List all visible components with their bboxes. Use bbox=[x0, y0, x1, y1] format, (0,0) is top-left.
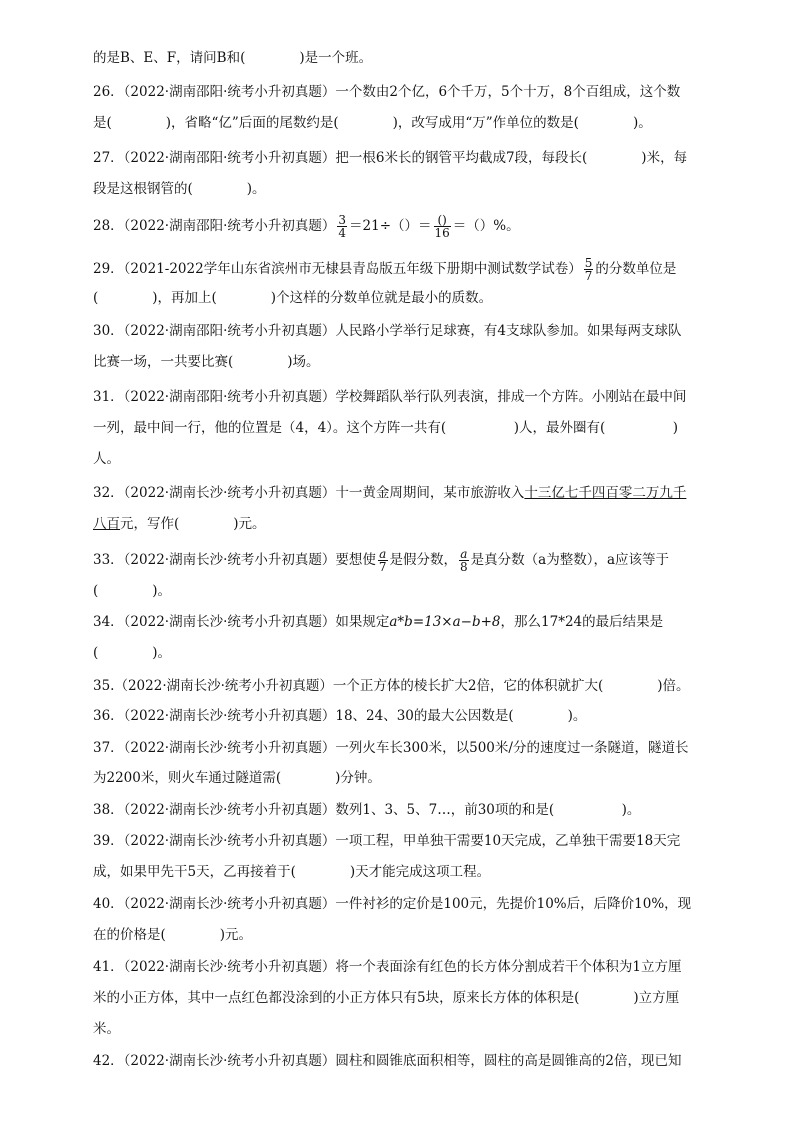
q32-underlined-amount-end: 八百 bbox=[93, 516, 120, 532]
q32-suffix: 元，写作( )元。 bbox=[120, 516, 266, 532]
q32-line1 bbox=[93, 482, 703, 504]
q27-line1: 27．（2022·湖南邵阳·统考小升初真题）把一根6米长的钢管平均截成7段，每段长( )米，每 bbox=[93, 150, 688, 166]
q31-line3: 人。 bbox=[93, 451, 120, 467]
q34-formula: a*b=13×a−b+8 bbox=[389, 614, 501, 630]
q39-line1: 39．（2022·湖南长沙·统考小升初真题）一项工程，甲单独干需要10天完成，乙单独干需要18天完 bbox=[93, 833, 681, 849]
q28-prefix: 28．（2022·湖南邵阳·统考小升初真题） bbox=[93, 218, 336, 234]
q34-line1 bbox=[93, 611, 703, 633]
q35-line: 35.（2022·湖南长沙·统考小升初真题）一个正方体的棱长扩大2倍，它的体积就扩大( )倍。 bbox=[93, 678, 690, 694]
q37-line1: 37．（2022·湖南长沙·统考小升初真题）一列火车长300米，以500米/分的速度过一条隧道，隧道长 bbox=[93, 740, 689, 756]
q34-prefix: 34．（2022·湖南长沙·统考小升初真题）如果规定 bbox=[93, 614, 390, 630]
q28-line bbox=[93, 213, 703, 240]
q28-fraction-3-4: $\frac{3}{4}$ bbox=[338, 213, 347, 240]
q39-line2: 成，如果甲先干5天，乙再接着于( )天才能完成这项工程。 bbox=[93, 864, 491, 880]
q26-line2: 是( )，省略“亿”后面的尾数约是( )，改写成用“万”作单位的数是( )。 bbox=[93, 115, 652, 131]
q38-line: 38．（2022·湖南长沙·统考小升初真题）数列1、3、5、7…，前30项的和是( )。 bbox=[93, 802, 641, 818]
q29-suffix: 的分数单位是 bbox=[595, 261, 677, 277]
q28-mid2: ＝（）%。 bbox=[452, 218, 520, 234]
q33-prefix: 33．（2022·湖南长沙·统考小升初真题）要想使 bbox=[93, 552, 376, 568]
q33-line2: ( )。 bbox=[93, 583, 172, 599]
q27-line2: 段是这根钢管的( )。 bbox=[93, 181, 266, 197]
q42-line1: 42．（2022·湖南长沙·统考小升初真题）圆柱和圆锥底面积相等，圆柱的高是圆锥高的2倍，现已知 bbox=[93, 1053, 682, 1069]
q28-mid1: ＝21÷（）＝ bbox=[349, 218, 432, 234]
q30-line2: 比赛一场，一共要比赛( )场。 bbox=[93, 354, 320, 370]
q33-line1 bbox=[93, 547, 703, 574]
q29-line1 bbox=[93, 256, 703, 283]
q34-suffix: ，那么17*24的最后结果是 bbox=[500, 614, 664, 630]
q34-line2: ( )。 bbox=[93, 645, 172, 661]
q29-line2: ( )，再加上( )个这样的分数单位就是最小的质数。 bbox=[93, 290, 493, 306]
q36-line: 36．（2022·湖南长沙·统考小升初真题）18、24、30的最大公因数是( )。 bbox=[93, 708, 587, 724]
q31-line1: 31．（2022·湖南邵阳·统考小升初真题）学校舞蹈队举行队列表演，排成一个方阵。小刚站在最中间 bbox=[93, 389, 687, 405]
q33-fraction-a-8: $\frac{a}{8}$ bbox=[460, 547, 468, 574]
q33-mid: 是假分数， bbox=[389, 552, 458, 568]
q30-line1: 30．（2022·湖南邵阳·统考小升初真题）人民路小学举行足球赛，有4支球队参加。如果每两支球队 bbox=[93, 323, 682, 339]
q26-line1: 26．（2022·湖南邵阳·统考小升初真题）一个数由2个亿，6个千万，5个十万，8个百组成，这个数 bbox=[93, 84, 681, 100]
q32-underlined-amount: 十三亿七千四百零二万九千 bbox=[524, 485, 687, 501]
q41-line2: 米的小正方体，其中一点红色都没涂到的小正方体只有5块，原来长方体的体积是( )立方厘 bbox=[93, 990, 680, 1006]
q25-continuation: 的是B、E、F，请问B和( )是一个班。 bbox=[93, 50, 373, 66]
q33-suffix: 是真分数（a为整数），a应该等于 bbox=[470, 552, 670, 568]
q40-line1: 40．（2022·湖南长沙·统考小升初真题）一件衬衫的定价是100元，先提价10%后，后降价10%，现 bbox=[93, 896, 692, 912]
q28-fraction-blank-16: $\frac{()}{16}$ bbox=[434, 213, 450, 240]
q29-prefix: 29．（2021-2022学年山东省滨州市无棣县青岛版五年级下册期中测试数学试卷） bbox=[93, 261, 582, 277]
q40-line2: 在的价格是( )元。 bbox=[93, 927, 253, 943]
q37-line2: 为2200米，则火车通过隧道需( )分钟。 bbox=[93, 770, 381, 786]
q41-line1: 41．（2022·湖南长沙·统考小升初真题）将一个表面涂有红色的长方体分割成若干个体积为1立方厘 bbox=[93, 959, 682, 975]
q33-fraction-a-7: $\frac{a}{7}$ bbox=[378, 547, 387, 574]
q29-fraction-5-7: $\frac{5}{7}$ bbox=[584, 256, 593, 283]
q41-line3: 米。 bbox=[93, 1021, 120, 1037]
q32-prefix: 32．（2022·湖南长沙·统考小升初真题）十一黄金周期间，某市旅游收入 bbox=[93, 485, 525, 501]
q32-line2 bbox=[93, 513, 703, 535]
q31-line2: 一列，最中间一行，他的位置是（4，4）。这个方阵一共有( )人，最外圈有( ) bbox=[93, 420, 678, 436]
